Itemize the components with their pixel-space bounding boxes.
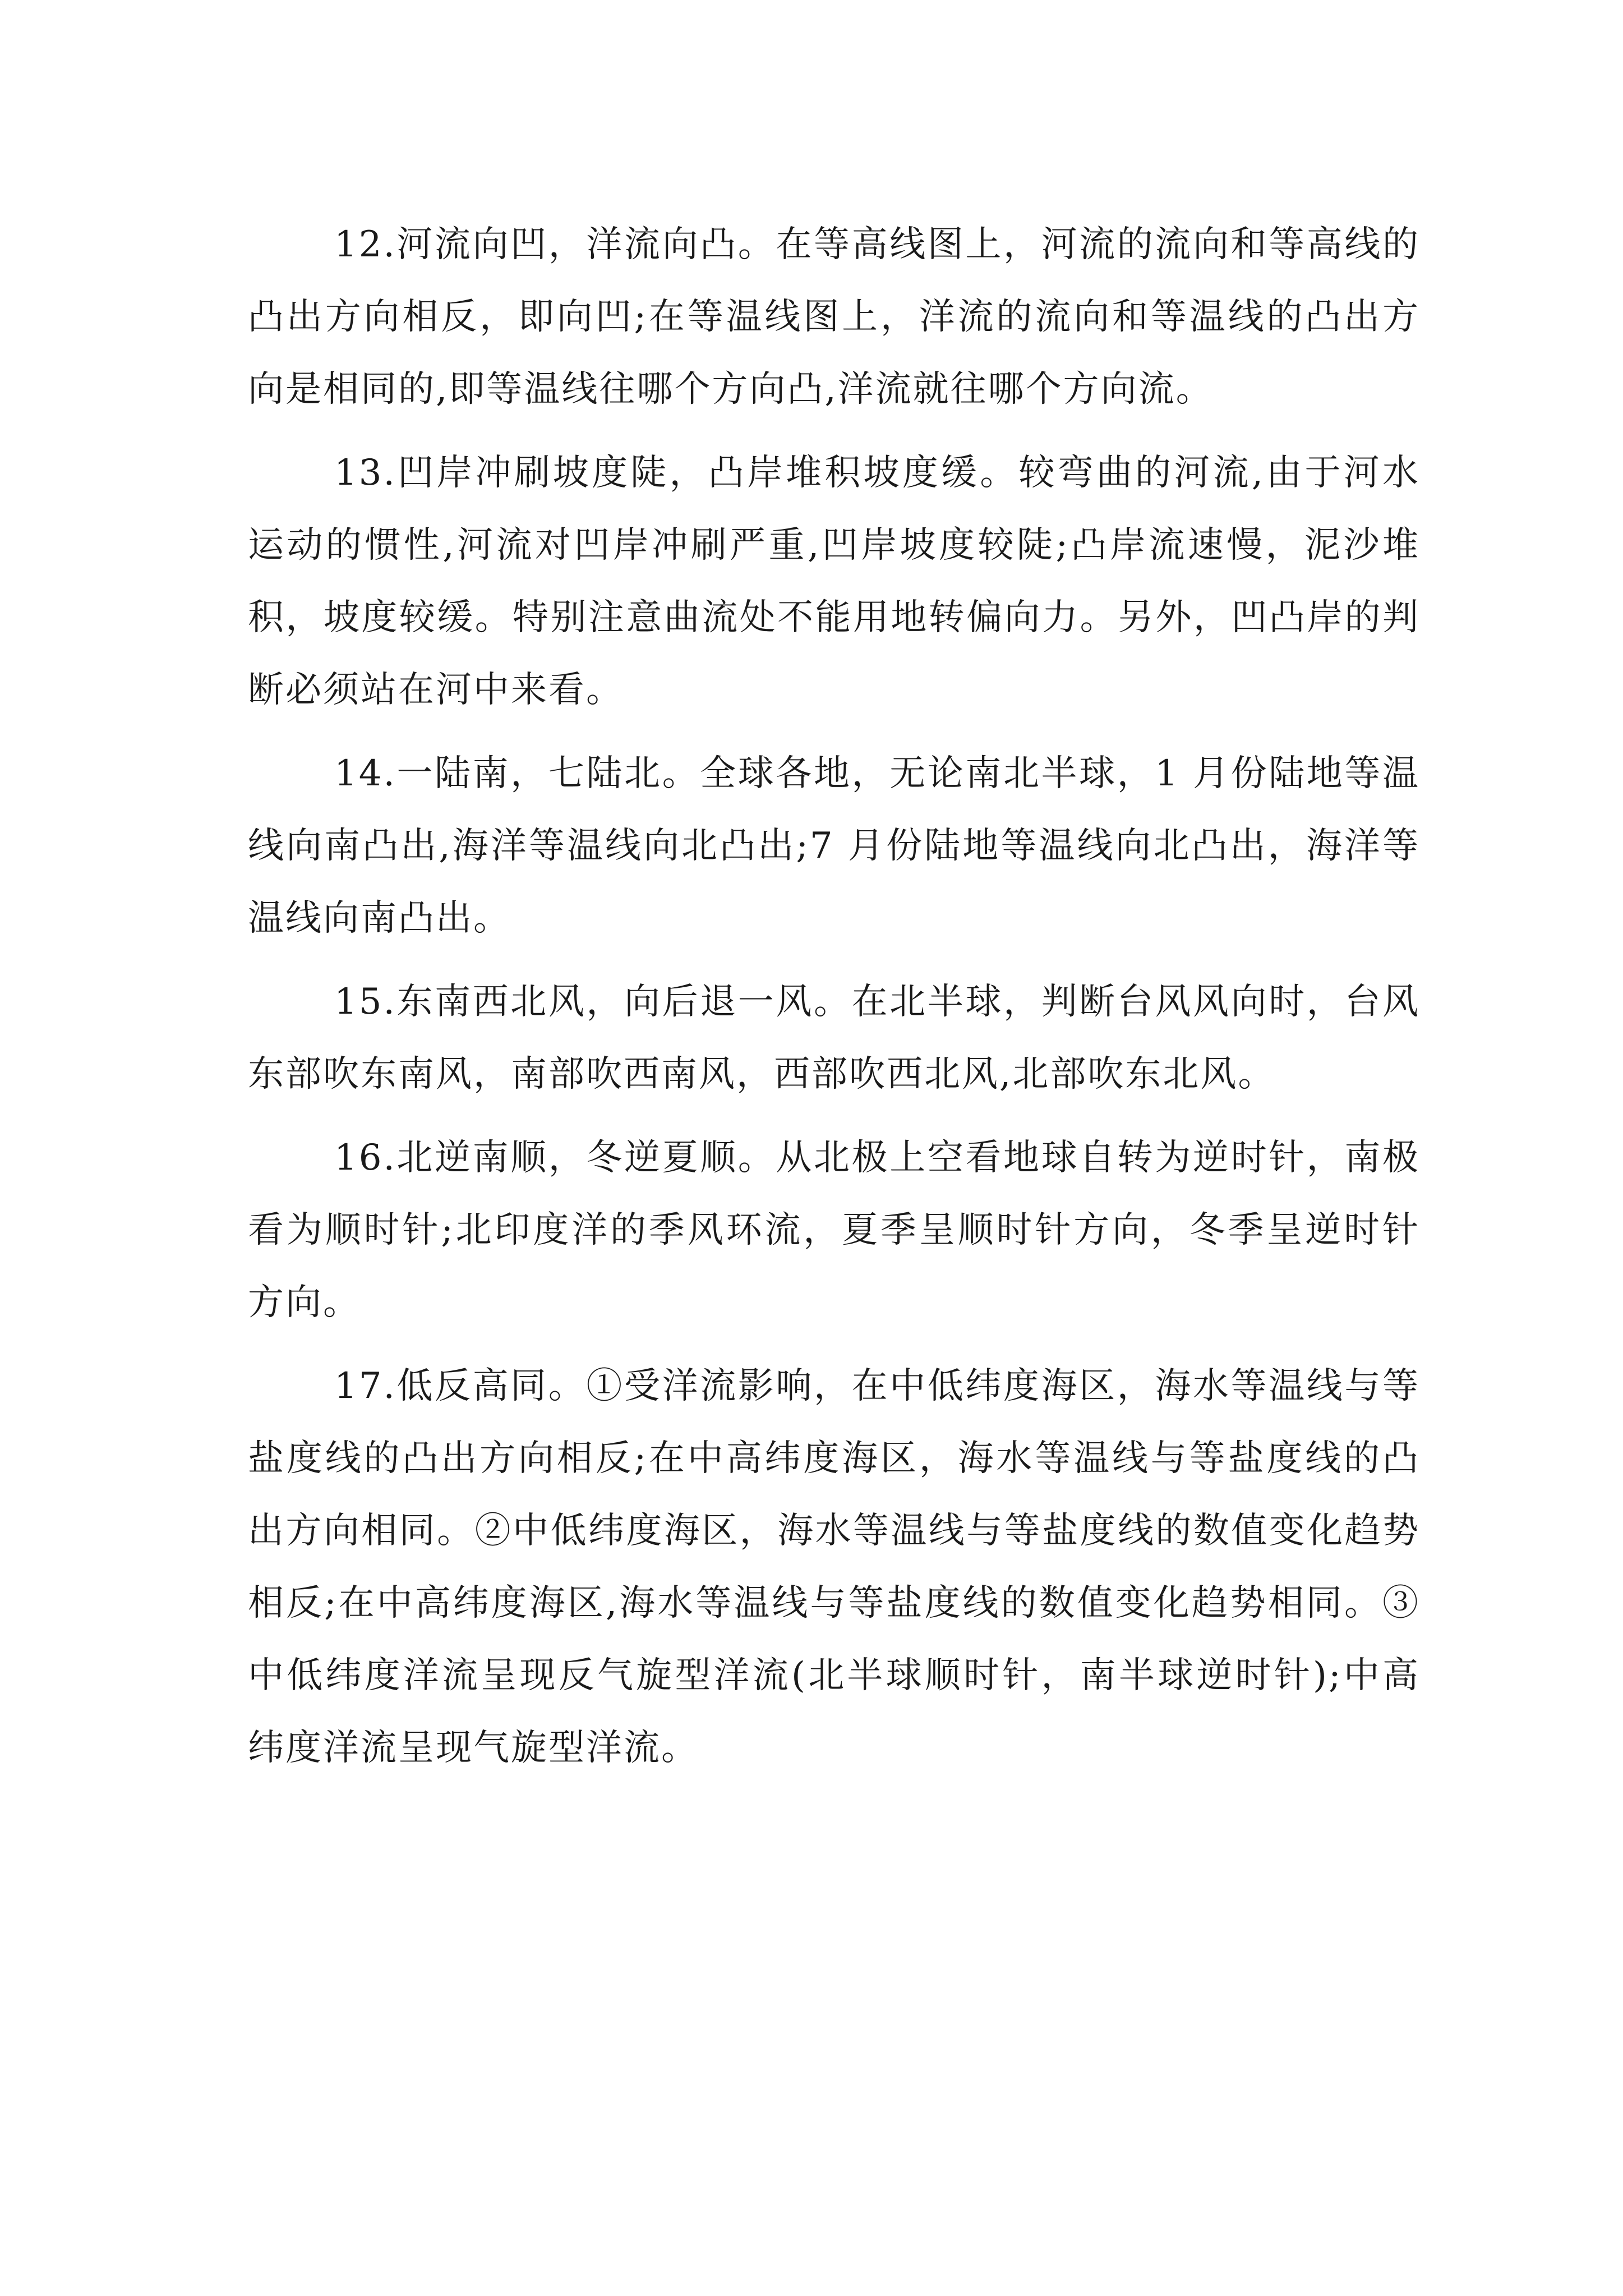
- paragraph-number: 13.: [334, 452, 396, 494]
- document-body: [248, 209, 1420, 1796]
- paragraph-number: 14.: [334, 753, 396, 794]
- paragraph-15: [248, 966, 1420, 1111]
- paragraph-text: 北逆南顺，冬逆夏顺。从北极上空看地球自转为逆时针，南极看为顺时针;北印度洋的季风环流，夏季呈顺时针方向，冬季呈逆时针方向。: [248, 1137, 1420, 1323]
- paragraph-13: [248, 437, 1420, 726]
- paragraph-text: 河流向凹，洋流向凸。在等高线图上，河流的流向和等高线的凸出方向相反，即向凹;在等温线图上，洋流的流向和等温线的凸出方向是相同的,即等温线往哪个方向凸,洋流就往哪个方向流。: [248, 224, 1420, 410]
- paragraph-number: 15.: [334, 981, 396, 1023]
- paragraph-number: 17.: [334, 1365, 396, 1407]
- paragraph-12: [248, 209, 1420, 426]
- paragraph-16: [248, 1122, 1420, 1339]
- paragraph-text: 凹岸冲刷坡度陡，凸岸堆积坡度缓。较弯曲的河流,由于河水运动的惯性,河流对凹岸冲刷严重,凹岸坡度较陡;凸岸流速慢，泥沙堆积，坡度较缓。特别注意曲流处不能用地转偏向力。另外，凹凸岸的判断必须站在河中来看。: [248, 452, 1420, 711]
- paragraph-text: 一陆南，七陆北。全球各地，无论南北半球，1 月份陆地等温线向南凸出,海洋等温线向北凸出;7 月份陆地等温线向北凸出，海洋等温线向南凸出。: [248, 753, 1420, 939]
- paragraph-14: [248, 738, 1420, 955]
- paragraph-number: 12.: [334, 224, 396, 265]
- paragraph-text: 东南西北风，向后退一风。在北半球，判断台风风向时，台风东部吹东南风，南部吹西南风，西部吹西北风,北部吹东北风。: [248, 981, 1420, 1095]
- paragraph-text: 低反高同。①受洋流影响，在中低纬度海区，海水等温线与等盐度线的凸出方向相反;在中高纬度海区，海水等温线与等盐度线的凸出方向相同。②中低纬度海区，海水等温线与等盐度线的数值变化趋势相反;在中高纬度海区,海水等温线与等盐度线的数值变化趋势相同。③中低纬度洋流呈现反气旋型洋流(北半球顺时针，南半球逆时针);中高纬度洋流呈现气旋型洋流。: [248, 1365, 1420, 1769]
- paragraph-17: [248, 1350, 1420, 1784]
- paragraph-number: 16.: [334, 1137, 396, 1179]
